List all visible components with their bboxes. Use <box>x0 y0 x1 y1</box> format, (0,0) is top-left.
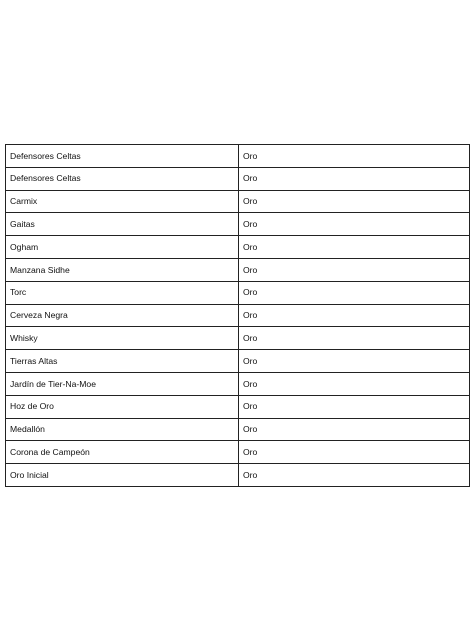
item-name-cell: Defensores Celtas <box>6 145 239 168</box>
item-name-cell: Hoz de Oro <box>6 395 239 418</box>
table-row <box>6 236 470 259</box>
item-name-cell: Gaitas <box>6 213 239 236</box>
table-row <box>6 395 470 418</box>
item-value-cell: Oro <box>239 281 470 304</box>
item-value-cell: Oro <box>239 167 470 190</box>
item-value-cell: Oro <box>239 350 470 373</box>
item-name-cell: Corona de Campeón <box>6 441 239 464</box>
item-value-cell: Oro <box>239 304 470 327</box>
item-name-cell: Carmix <box>6 190 239 213</box>
table-row <box>6 213 470 236</box>
item-name-cell: Defensores Celtas <box>6 167 239 190</box>
table-row <box>6 441 470 464</box>
table-row <box>6 281 470 304</box>
item-value-cell: Oro <box>239 258 470 281</box>
item-name-cell: Ogham <box>6 236 239 259</box>
item-name-cell: Jardín de Tier-Na-Moe <box>6 372 239 395</box>
item-value-cell: Oro <box>239 327 470 350</box>
table-row <box>6 145 470 168</box>
item-value-cell: Oro <box>239 236 470 259</box>
item-value-cell: Oro <box>239 418 470 441</box>
items-table <box>5 144 470 487</box>
item-value-cell: Oro <box>239 190 470 213</box>
document-table-container <box>5 144 470 487</box>
item-name-cell: Manzana Sidhe <box>6 258 239 281</box>
item-name-cell: Tierras Altas <box>6 350 239 373</box>
item-value-cell: Oro <box>239 464 470 487</box>
item-name-cell: Whisky <box>6 327 239 350</box>
item-name-cell: Medallón <box>6 418 239 441</box>
item-value-cell: Oro <box>239 213 470 236</box>
item-value-cell: Oro <box>239 372 470 395</box>
item-value-cell: Oro <box>239 441 470 464</box>
table-row <box>6 167 470 190</box>
table-row <box>6 190 470 213</box>
table-row <box>6 372 470 395</box>
table-row <box>6 418 470 441</box>
item-name-cell: Oro Inicial <box>6 464 239 487</box>
item-value-cell: Oro <box>239 145 470 168</box>
item-value-cell: Oro <box>239 395 470 418</box>
item-name-cell: Cerveza Negra <box>6 304 239 327</box>
items-table-body <box>6 145 470 487</box>
table-row <box>6 464 470 487</box>
table-row <box>6 258 470 281</box>
table-row <box>6 304 470 327</box>
table-row <box>6 350 470 373</box>
table-row <box>6 327 470 350</box>
item-name-cell: Torc <box>6 281 239 304</box>
